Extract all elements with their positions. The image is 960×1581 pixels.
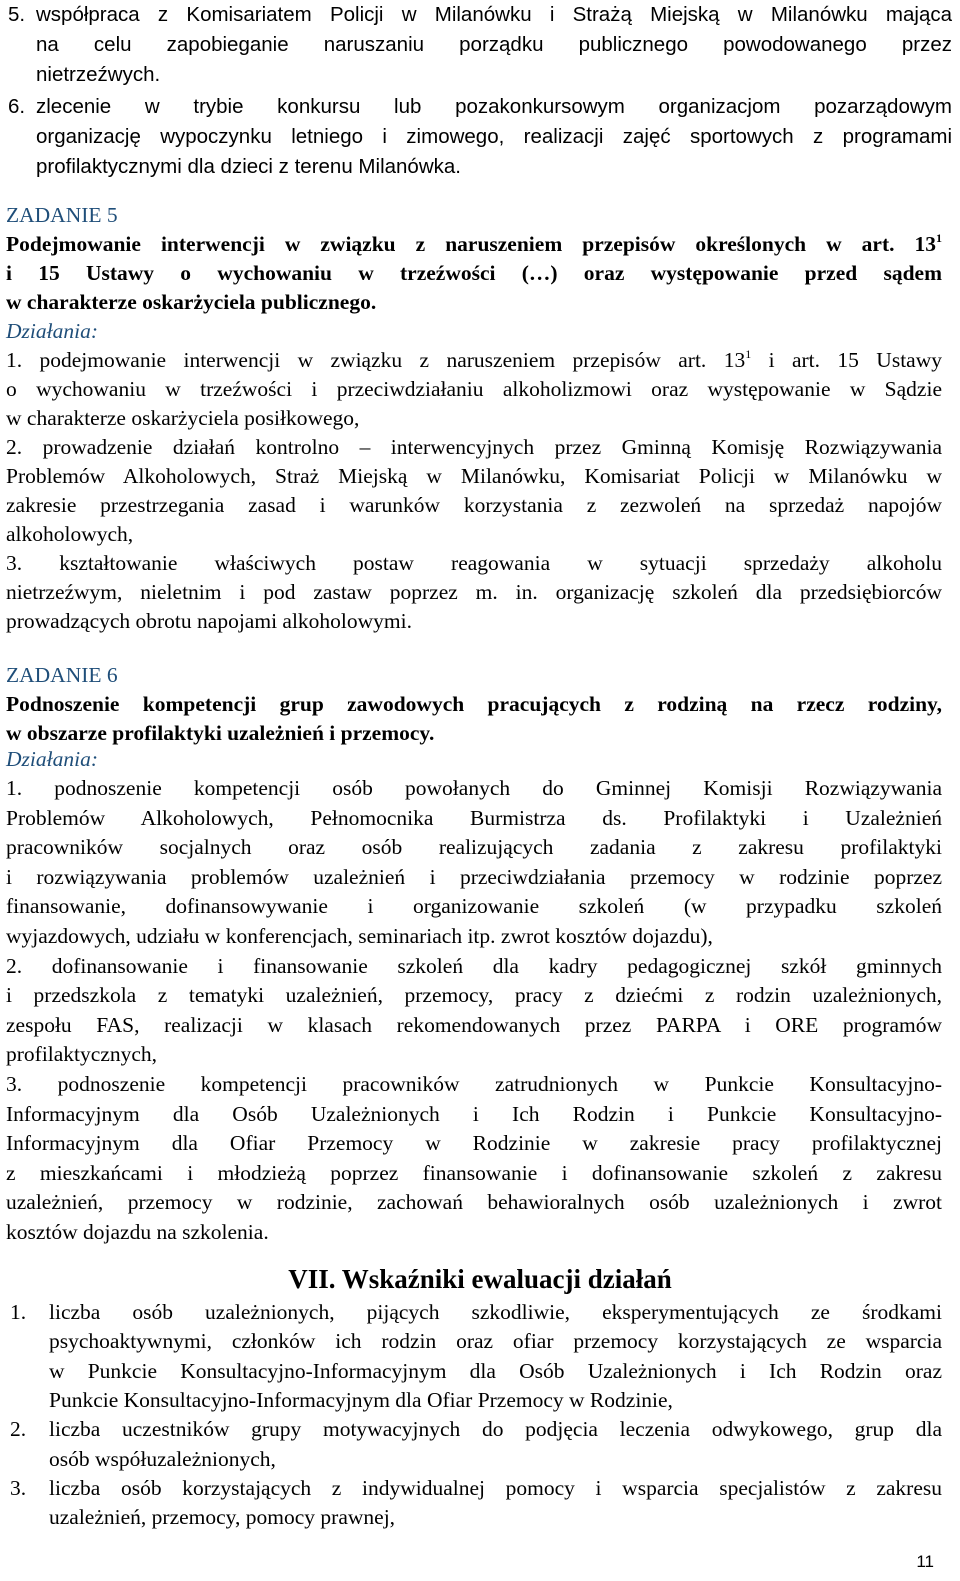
task6-action-line: pracowników socjalnych oraz osób realizujących zadania z zakresu profilaktyki [6,835,942,860]
indicator-text-line: liczba osób korzystających z indywidualnej pomocy i wsparcia specjalistów z zakresu [49,1475,942,1500]
task6-action-line: finansowanie, dofinansowywanie i organizowanie szkoleń (w przypadku szkoleń [6,894,942,919]
list-item-text-line: zlecenie w trybie konkursu lub pozakonkursowym organizacjom pozarządowym [36,95,952,118]
indicator-number: 1. [10,1300,27,1324]
task5-action-line: w charakterze oskarżyciela posiłkowego, [6,406,360,430]
task6-action-line: Problemów Alkoholowych, Pełnomocnika Burmistrza ds. Profilaktyki i Uzależnień [6,805,942,830]
task6-action-line: wyjazdowych, udziału w konferencjach, seminariach itp. zwrot kosztów dojazdu), [6,924,713,948]
task6-action-line: zespołu FAS, realizacji w klasach rekomendowanych przez PARPA i ORE programów [6,1012,942,1037]
task5-action-line: Problemów Alkoholowych, Straż Miejską w Milanówku, Komisariat Policji w Milanówku w [6,464,942,488]
task5-title-line: i 15 Ustawy o wychowaniu w trzeźwości (…) oraz występowanie przed sądem [6,261,942,285]
task6-actions-label: Działania: [6,747,98,771]
task5-action-line: 2. prowadzenie działań kontrolno – interwencyjnych przez Gminną Komisję Rozwiązywania [6,435,942,459]
list-item-text-line: współpraca z Komisariatem Policji w Milanówku i Strażą Miejską w Milanówku mająca [36,3,952,26]
task5-action-line: zakresie przestrzegania zasad i warunków korzystania z zezwoleń na sprzedaż napojów [6,493,942,517]
task5-actions-label: Działania: [6,319,98,343]
task5-action-line: nietrzeźwym, nieletnim i pod zastaw poprzez m. in. organizację szkoleń dla przedsiębiorców [6,580,942,604]
task5-heading: ZADANIE 5 [6,203,118,227]
task5-action-line: 1. podejmowanie interwencji w związku z naruszeniem przepisów art. $13^1$ i art. 15 Ustawy [6,347,942,372]
page-number: 11 [916,1552,934,1571]
task6-title-line: w obszarze profilaktyki uzależnień i przemocy. [6,721,435,745]
task6-action-line: Informacyjnym dla Osób Uzależnionych i Ich Rodzin i Punkcie Konsultacyjno- [6,1101,942,1126]
task5-action-line: alkoholowych, [6,522,134,546]
list-number: 6. [8,95,26,118]
task6-action-line: z mieszkańcami i młodzieżą poprzez finansowanie i dofinansowanie szkoleń z zakresu [6,1160,942,1185]
indicator-text-line: w Punkcie Konsultacyjno-Informacyjnym dla Osób Uzależnionych i Ich Rodzin oraz [49,1358,942,1383]
list-item-text-line: na celu zapobieganie naruszaniu porządku publicznego powodowanego przez [36,33,952,56]
task6-title-line: Podnoszenie kompetencji grup zawodowych pracujących z rodziną na rzecz rodziny, [6,692,942,716]
task5-action-line: prowadzących obrotu napojami alkoholowymi. [6,609,413,633]
indicator-number: 3. [10,1475,27,1500]
task6-action-line: profilaktycznych, [6,1042,158,1067]
list-item-text-line: organizację wypoczynku letniego i zimowego, realizacji zajęć sportowych z programami [36,125,952,148]
task6-action-line: kosztów dojazdu na szkolenia. [6,1220,269,1244]
task5-action-line: o wychowaniu w trzeźwości i przeciwdziałaniu alkoholizmowi oraz występowanie w Sądzie [6,377,942,401]
task6-action-line: i rozwiązywania problemów uzależnień i przeciwdziałania przemocy w rodzinie poprzez [6,864,942,889]
task6-action-line: Informacyjnym dla Ofiar Przemocy w Rodzinie w zakresie pracy profilaktycznej [6,1131,942,1156]
list-number: 5. [8,3,26,26]
indicator-number: 2. [10,1417,27,1442]
indicator-text-line: osób współuzależnionych, [49,1446,276,1471]
indicator-text-line: uzależnień, przemocy, pomocy prawnej, [49,1505,396,1530]
task6-heading: ZADANIE 6 [6,663,118,687]
list-item-text-line: nietrzeźwych. [36,63,161,86]
task6-action-line: 3. podnoszenie kompetencji pracowników zatrudnionych w Punkcie Konsultacyjno- [6,1072,942,1096]
indicator-text-line: liczba uczestników grupy motywacyjnych do podjęcia leczenia odwykowego, grup dla [49,1417,942,1442]
indicator-text-line: liczba osób uzależnionych, pijących szkodliwie, eksperymentujących ze środkami [49,1300,942,1324]
task5-title-line: Podejmowanie interwencji w związku z naruszeniem przepisów określonych w art. $13^1$ [6,231,942,256]
task5-title-line: w charakterze oskarżyciela publicznego. [6,290,377,314]
task6-action-line: i przedszkola z tematyki uzależnień, przemocy, pracy z dziećmi z rodzin uzależnionych, [6,983,942,1008]
indicator-text-line: psychoaktywnymi, członków ich rodzin oraz ofiar przemocy korzystających ze wsparcia [49,1329,942,1354]
indicator-text-line: Punkcie Konsultacyjno-Informacyjnym dla Ofiar Przemocy w Rodzinie, [49,1387,673,1412]
task6-action-line: 1. podnoszenie kompetencji osób powołanych do Gminnej Komisji Rozwiązywania [6,776,942,800]
section-title: VII. Wskaźniki ewaluacji działań [288,1264,672,1294]
task5-action-line: 3. kształtowanie właściwych postaw reagowania w sytuacji sprzedaży alkoholu [6,551,942,575]
task6-action-line: uzależnień, przemocy w rodzinie, zachowań behawioralnych osób uzależnionych i zwrot [6,1190,942,1215]
list-item-text-line: profilaktycznymi dla dzieci z terenu Milanówka. [36,155,461,178]
task6-action-line: 2. dofinansowanie i finansowanie szkoleń dla kadry pedagogicznej szkół gminnych [6,953,942,978]
